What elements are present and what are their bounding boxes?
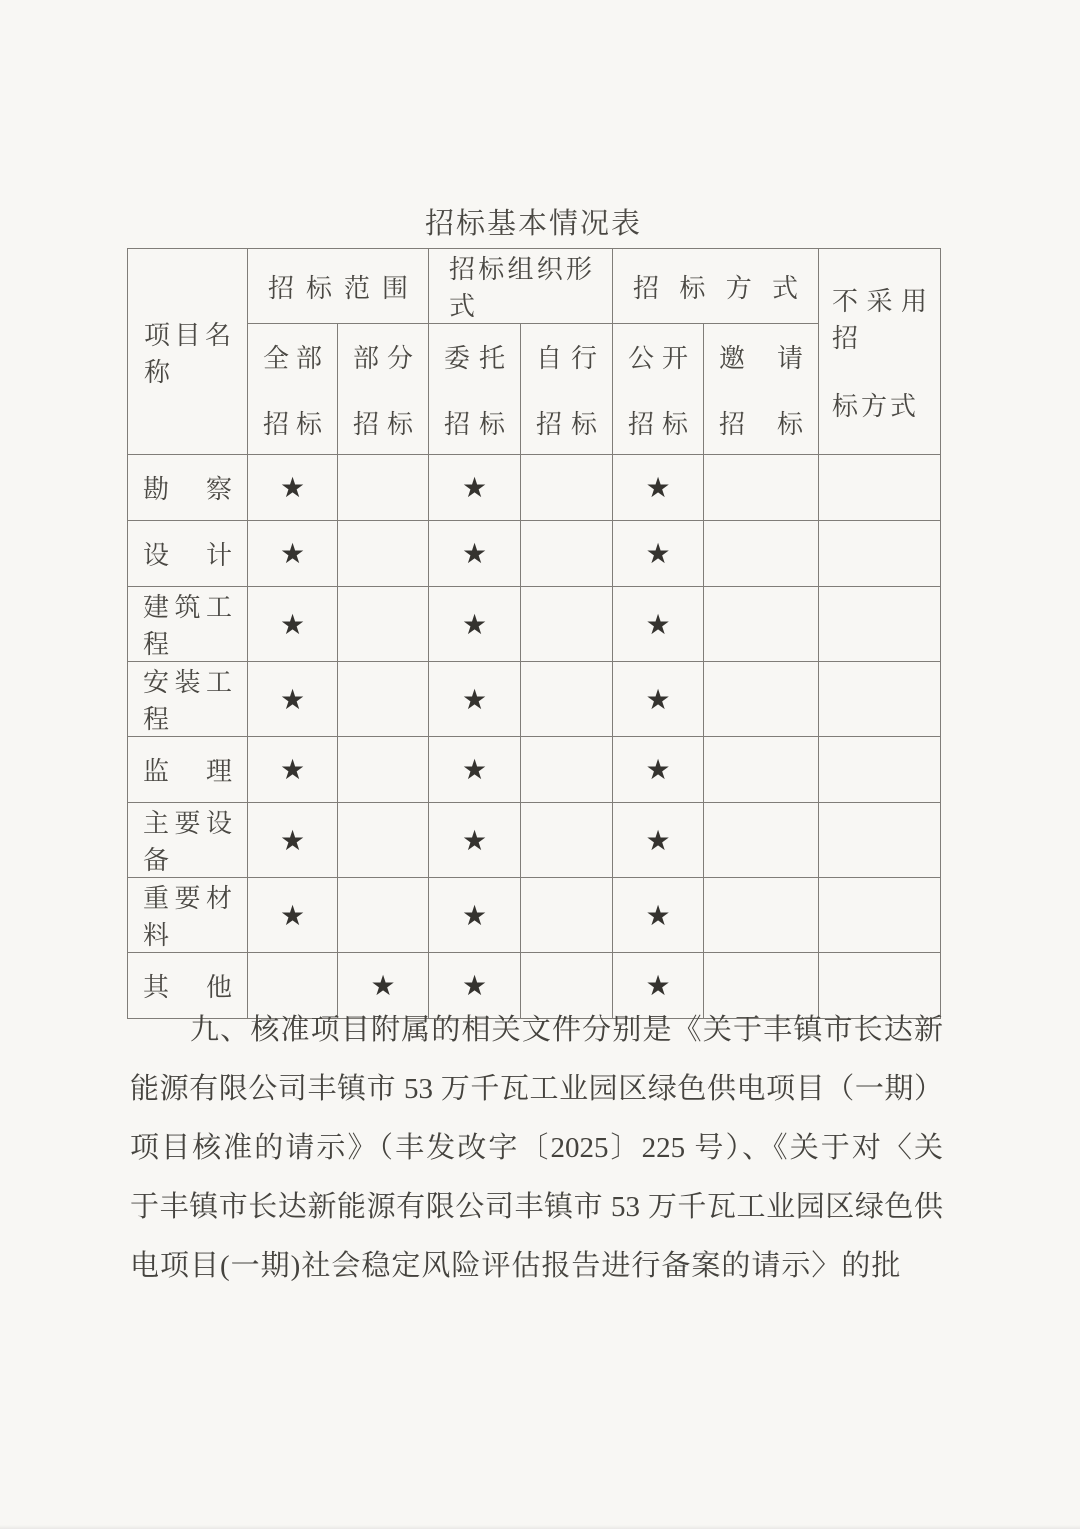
star-cell — [521, 737, 613, 803]
star-cell: ★ — [248, 587, 338, 662]
sub-header-line: 公开 — [628, 343, 689, 373]
row-label-text: 主要设备 — [143, 809, 232, 875]
star-cell: ★ — [429, 953, 521, 1019]
star-cell: ★ — [613, 587, 704, 662]
sub-header-line: 自行 — [536, 343, 598, 373]
sub-header-entrusted-bid — [429, 324, 521, 455]
star-cell — [704, 878, 819, 953]
row-label-text: 安装工程 — [143, 668, 232, 734]
table-row-supervision — [128, 737, 941, 803]
row-label — [128, 662, 248, 737]
sub-header-full-bid — [248, 324, 338, 455]
star-cell: ★ — [613, 737, 704, 803]
row-label — [128, 455, 248, 521]
table-row-main-equipment — [128, 803, 941, 878]
star-cell: ★ — [248, 737, 338, 803]
bidding-info-table — [127, 248, 941, 1019]
star-cell: ★ — [429, 587, 521, 662]
body-paragraph — [130, 1001, 943, 1296]
corner-header-label: 项目名称 — [144, 320, 231, 387]
star-cell — [521, 662, 613, 737]
star-cell: ★ — [338, 953, 429, 1019]
star-cell — [338, 587, 429, 662]
sub-header-line: 招标 — [536, 409, 598, 439]
paragraph-line: 项目核准的请示》（丰发改字〔2025〕225 号）、《关于对〈关 — [130, 1132, 943, 1164]
star-cell: ★ — [613, 662, 704, 737]
sub-header-line: 招标 — [444, 409, 506, 439]
paragraph-line: 于丰镇市长达新能源有限公司丰镇市 53 万千瓦工业园区绿色供 — [130, 1191, 943, 1223]
star-cell — [704, 455, 819, 521]
sub-header-line: 部分 — [353, 343, 414, 373]
star-cell — [819, 587, 941, 662]
star-cell — [521, 521, 613, 587]
star-cell: ★ — [429, 878, 521, 953]
corner-header-project-name — [128, 249, 248, 455]
star-cell: ★ — [429, 455, 521, 521]
star-cell: ★ — [248, 803, 338, 878]
sub-header-open-bid — [613, 324, 704, 455]
sub-header-line: 邀请 — [719, 343, 804, 373]
group-header-bid-method — [613, 249, 819, 324]
paragraph-line: 能源有限公司丰镇市 53 万千瓦工业园区绿色供电项目（一期） — [130, 1073, 943, 1105]
star-cell — [819, 662, 941, 737]
table-group-header-row — [128, 249, 941, 324]
sub-header-line: 招标 — [628, 409, 689, 439]
row-label-text: 监理 — [143, 757, 232, 786]
star-cell — [338, 662, 429, 737]
row-label-text: 设计 — [143, 541, 232, 570]
paragraph-line: 九、核准项目附属的相关文件分别是《关于丰镇市长达新 — [190, 1014, 943, 1046]
star-cell — [819, 803, 941, 878]
table-row-survey — [128, 455, 941, 521]
sub-header-partial-bid — [338, 324, 429, 455]
star-cell — [521, 455, 613, 521]
star-cell — [521, 878, 613, 953]
star-cell: ★ — [248, 455, 338, 521]
page-title: 招标基本情况表 — [424, 208, 642, 240]
group-header-label: 招标组织形式 — [449, 255, 593, 321]
row-label-text: 其他 — [143, 973, 232, 1002]
sub-header-line: 招标 — [353, 409, 414, 439]
row-label — [128, 737, 248, 803]
star-cell: ★ — [248, 521, 338, 587]
star-cell — [819, 521, 941, 587]
star-cell: ★ — [429, 662, 521, 737]
group-header-label: 招标方式 — [633, 273, 799, 303]
no-bid-label-line2: 标方式 — [832, 391, 920, 421]
star-cell: ★ — [613, 455, 704, 521]
star-cell — [704, 662, 819, 737]
sub-header-line: 招标 — [263, 409, 322, 439]
group-header-label: 招标范围 — [268, 273, 409, 303]
star-cell — [819, 455, 941, 521]
star-cell: ★ — [613, 953, 704, 1019]
sub-header-line: 招标 — [719, 409, 804, 439]
table-row-installation — [128, 662, 941, 737]
star-cell: ★ — [613, 521, 704, 587]
star-cell — [819, 737, 941, 803]
star-cell: ★ — [613, 803, 704, 878]
star-cell: ★ — [429, 737, 521, 803]
star-cell — [704, 737, 819, 803]
star-cell — [704, 521, 819, 587]
group-header-bid-organization — [429, 249, 613, 324]
star-cell — [338, 878, 429, 953]
paragraph-line: 电项目(一期)社会稳定风险评估报告进行备案的请示〉的批 — [130, 1250, 902, 1282]
group-header-bid-scope — [248, 249, 429, 324]
star-cell: ★ — [613, 878, 704, 953]
header-no-bid-method — [819, 249, 941, 455]
star-cell — [521, 803, 613, 878]
star-cell — [338, 455, 429, 521]
star-cell — [819, 878, 941, 953]
star-cell — [704, 803, 819, 878]
row-label — [128, 878, 248, 953]
row-label — [128, 521, 248, 587]
star-cell: ★ — [248, 878, 338, 953]
star-cell — [338, 521, 429, 587]
row-label-text: 建筑工程 — [143, 593, 232, 659]
table-row-design — [128, 521, 941, 587]
row-label-text: 重要材料 — [143, 884, 232, 950]
star-cell — [704, 587, 819, 662]
sub-header-invited-bid — [704, 324, 819, 455]
no-bid-label-line1: 不采用招 — [832, 286, 928, 353]
star-cell — [338, 803, 429, 878]
star-cell — [338, 737, 429, 803]
row-label — [128, 587, 248, 662]
sub-header-line: 全部 — [263, 343, 322, 373]
star-cell: ★ — [429, 803, 521, 878]
star-cell: ★ — [429, 521, 521, 587]
table-row-key-materials — [128, 878, 941, 953]
star-cell: ★ — [248, 662, 338, 737]
sub-header-line: 委托 — [444, 343, 506, 373]
table-row-construction — [128, 587, 941, 662]
sub-header-self-bid — [521, 324, 613, 455]
star-cell — [521, 587, 613, 662]
row-label — [128, 803, 248, 878]
row-label-text: 勘察 — [143, 475, 232, 504]
